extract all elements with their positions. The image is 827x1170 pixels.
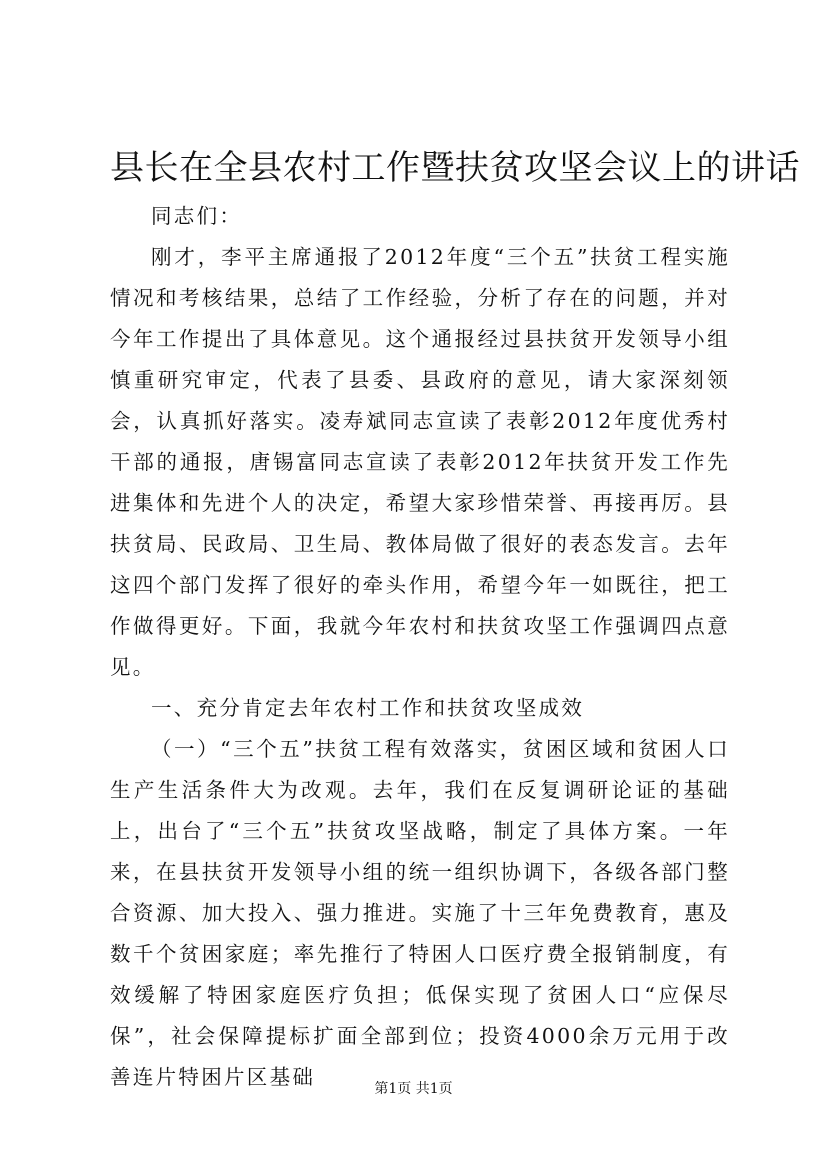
salutation: 同志们： [151, 204, 243, 228]
document-title: 县长在全县农村工作暨扶贫攻坚会议上的讲话 [110, 148, 800, 188]
page-footer: 第1页 共1页 [374, 1081, 453, 1097]
body-paragraph: 刚才，李平主席通报了2012年度“三个五”扶贫工程实施情况和考核结果，总结了工作经验，分析了存在的问题，并对今年工作提出了具体意见。这个通报经过县扶贫开发领导小组慎重研究审定，代表了县委、县政府的意见，请大家深刻领会，认真抓好落实。凌寿斌同志宣读了表彰2012年度优秀村干部的通报，唐锡富同志宣读了表彰2012年扶贫开发工作先进集体和先进个人的决定，希望大家珍惜荣誉、再接再厉。县扶贫局、民政局、卫生局、教体局做了很好的表态发言。去年这四个部门发挥了很好的牵头作用，希望今年一如既往，把工作做得更好。下面，我就今年农村和扶贫攻坚工作强调四点意见。 [110, 245, 730, 679]
section-heading: 一、充分肯定去年农村工作和扶贫攻坚成效 [151, 696, 585, 720]
subsection-paragraph: （一）“三个五”扶贫工程有效落实，贫困区域和贫困人口生产生活条件大为改观。去年，我们在反复调研论证的基础上，出台了“三个五”扶贫攻坚战略，制定了具体方案。一年来，在县扶贫开发领导小组的统一组织协调下，各级各部门整合资源、加大投入、强力推进。实施了十三年免费教育，惠及数千个贫困家庭；率先推行了特困人口医疗费全报销制度，有效缓解了特困家庭医疗负担；低保实现了贫困人口“应保尽保”，社会保障提标扩面全部到位；投资4000余万元用于改善连片特困片区基础 [110, 737, 730, 1089]
document-body [110, 196, 730, 1098]
